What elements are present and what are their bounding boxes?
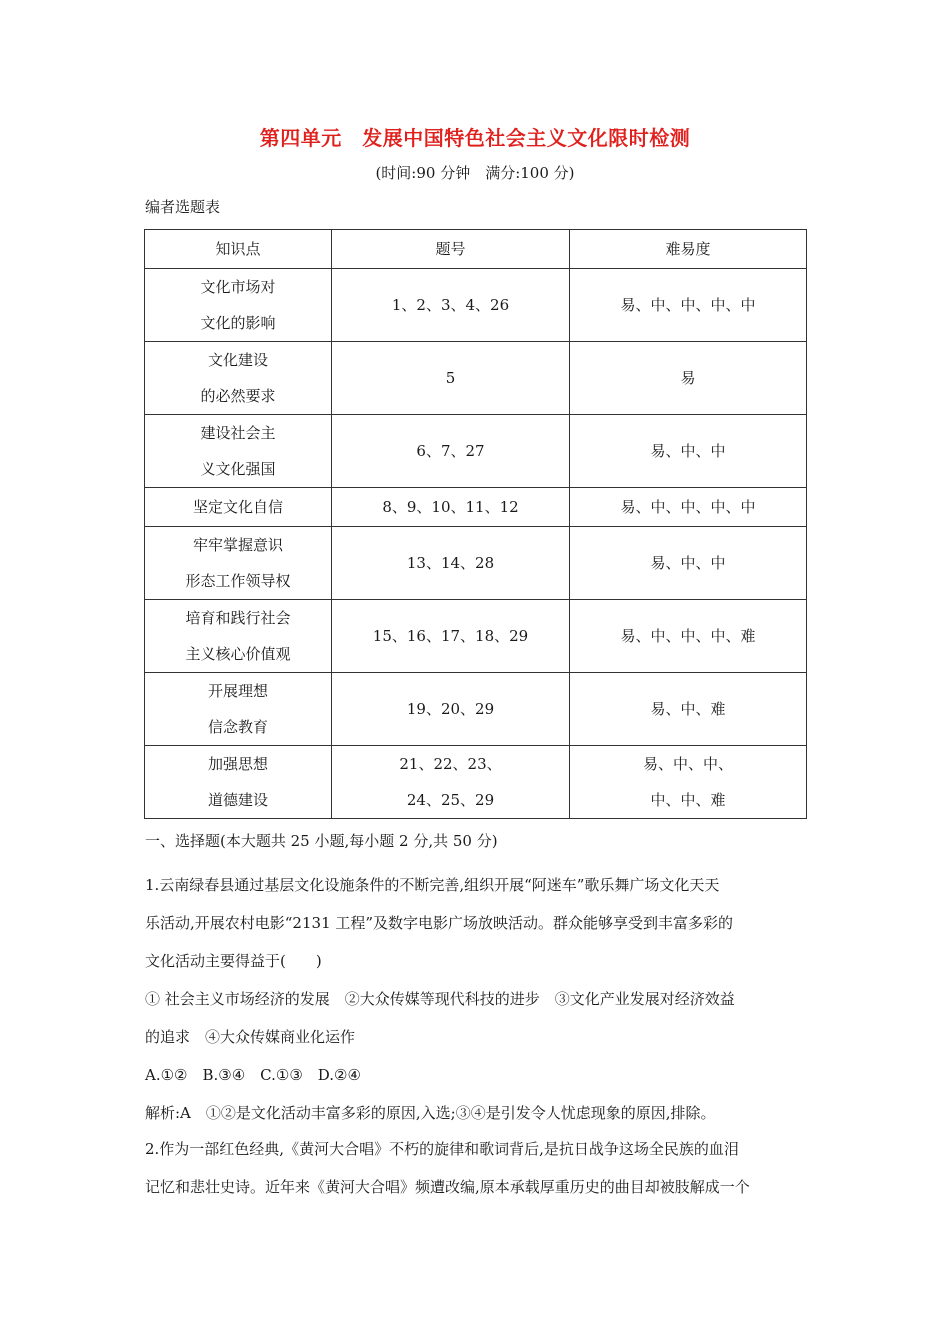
- difficulty-cell: [570, 488, 807, 527]
- topic-cell: [145, 746, 332, 819]
- header-topic: 知识点: [145, 230, 332, 269]
- topic-cell: [145, 415, 332, 488]
- table-row: [145, 673, 807, 746]
- topic-cell-line: 牢牢掌握意识: [192, 536, 283, 554]
- difficulty-cell-line: 易、中、中、中、难: [620, 627, 756, 645]
- topic-cell-line: 主义核心价值观: [185, 645, 291, 663]
- question-numbers-cell: [332, 600, 570, 673]
- difficulty-cell: [570, 415, 807, 488]
- question-numbers-cell: [332, 269, 570, 342]
- difficulty-cell: [570, 673, 807, 746]
- difficulty-cell: [570, 527, 807, 600]
- difficulty-cell-line: 易、中、中: [650, 554, 726, 572]
- question-numbers-cell-line: 13、14、28: [406, 554, 495, 572]
- topic-cell-line: 信念教育: [207, 718, 268, 736]
- question-numbers-cell-line: 21、22、23、: [399, 755, 502, 773]
- question-numbers-cell: [332, 673, 570, 746]
- topic-cell-line: 的必然要求: [200, 387, 276, 405]
- question-1: [145, 866, 810, 1132]
- question-1-stem-line: 文化活动主要得益于( ): [145, 952, 322, 970]
- header-difficulty: 难易度: [570, 230, 807, 269]
- topic-cell-line: 形态工作领导权: [185, 572, 291, 590]
- question-numbers-cell-line: 8、9、10、11、12: [382, 498, 519, 516]
- table-row: [145, 415, 807, 488]
- question-numbers-cell: [332, 488, 570, 527]
- question-1-option-line: ① 社会主义市场经济的发展 ②大众传媒等现代科技的进步 ③文化产业发展对经济效益: [145, 990, 735, 1008]
- question-numbers-cell-line: 15、16、17、18、29: [372, 627, 529, 645]
- question-1-stem-line: 1.云南绿春县通过基层文化设施条件的不断完善,组织开展“阿迷车”歌乐舞广场文化天天: [145, 876, 720, 894]
- question-1-analysis: 解析:A ①②是文化活动丰富多彩的原因,入选;③④是引发令人忧虑现象的原因,排除。: [145, 1104, 716, 1122]
- difficulty-cell: [570, 342, 807, 415]
- topic-cell-line: 建设社会主: [200, 424, 276, 442]
- question-1-choices: A.①② B.③④ C.①③ D.②④: [145, 1066, 361, 1084]
- question-selection-table: [144, 229, 807, 819]
- table-row: [145, 527, 807, 600]
- difficulty-cell: [570, 746, 807, 819]
- table-caption: 编者选题表: [145, 198, 221, 216]
- exam-info: (时间:90 分钟 满分:100 分): [375, 164, 575, 182]
- table-row: [145, 342, 807, 415]
- difficulty-cell: [570, 269, 807, 342]
- topic-cell-line: 培育和践行社会: [185, 609, 291, 627]
- topic-cell: [145, 342, 332, 415]
- topic-cell: [145, 673, 332, 746]
- topic-cell-line: 加强思想: [207, 755, 268, 773]
- topic-cell: [145, 488, 332, 527]
- question-2: [145, 1130, 810, 1206]
- header-question-numbers: 题号: [332, 230, 570, 269]
- question-numbers-cell: [332, 415, 570, 488]
- difficulty-cell-line: 中、中、难: [650, 791, 726, 809]
- topic-cell: [145, 269, 332, 342]
- topic-cell-line: 坚定文化自信: [192, 498, 283, 516]
- table-row: [145, 600, 807, 673]
- topic-cell: [145, 527, 332, 600]
- topic-cell-line: 文化市场对: [200, 278, 276, 296]
- difficulty-cell-line: 易: [680, 369, 696, 387]
- question-numbers-cell: [332, 527, 570, 600]
- table-row: [145, 746, 807, 819]
- topic-cell-line: 开展理想: [207, 682, 268, 700]
- difficulty-cell-line: 易、中、中、: [642, 755, 733, 773]
- difficulty-cell-line: 易、中、中、中、中: [620, 296, 756, 314]
- topic-cell-line: 文化建设: [207, 351, 268, 369]
- difficulty-cell: [570, 600, 807, 673]
- topic-cell-line: 文化的影响: [200, 314, 276, 332]
- difficulty-cell-line: 易、中、中: [650, 442, 726, 460]
- question-2-stem-line: 2.作为一部红色经典,《黄河大合唱》不朽的旋律和歌词背后,是抗日战争这场全民族的血泪: [145, 1140, 739, 1158]
- difficulty-cell-line: 易、中、中、中、中: [620, 498, 756, 516]
- question-numbers-cell-line: 6、7、27: [416, 442, 485, 460]
- question-numbers-cell-line: 1、2、3、4、26: [391, 296, 510, 314]
- question-numbers-cell-line: 5: [445, 369, 456, 387]
- question-2-stem-line: 记忆和悲壮史诗。近年来《黄河大合唱》频遭改编,原本承载厚重历史的曲目却被肢解成一个: [145, 1178, 750, 1196]
- question-numbers-cell: [332, 342, 570, 415]
- table-row: [145, 488, 807, 527]
- table-row: [145, 269, 807, 342]
- question-numbers-cell: [332, 746, 570, 819]
- section-heading: 一、选择题(本大题共 25 小题,每小题 2 分,共 50 分): [145, 832, 498, 850]
- question-1-option-line: 的追求 ④大众传媒商业化运作: [145, 1028, 356, 1046]
- page-title: 第四单元 发展中国特色社会主义文化限时检测: [259, 126, 691, 150]
- question-1-stem-line: 乐活动,开展农村电影“2131 工程”及数字电影广场放映活动。群众能够享受到丰富多彩的: [145, 914, 734, 932]
- topic-cell: [145, 600, 332, 673]
- difficulty-cell-line: 易、中、难: [650, 700, 726, 718]
- question-numbers-cell-line: 19、20、29: [406, 700, 495, 718]
- topic-cell-line: 道德建设: [207, 791, 268, 809]
- table-header-row: [145, 230, 807, 269]
- topic-cell-line: 义文化强国: [200, 460, 276, 478]
- question-numbers-cell-line: 24、25、29: [406, 791, 495, 809]
